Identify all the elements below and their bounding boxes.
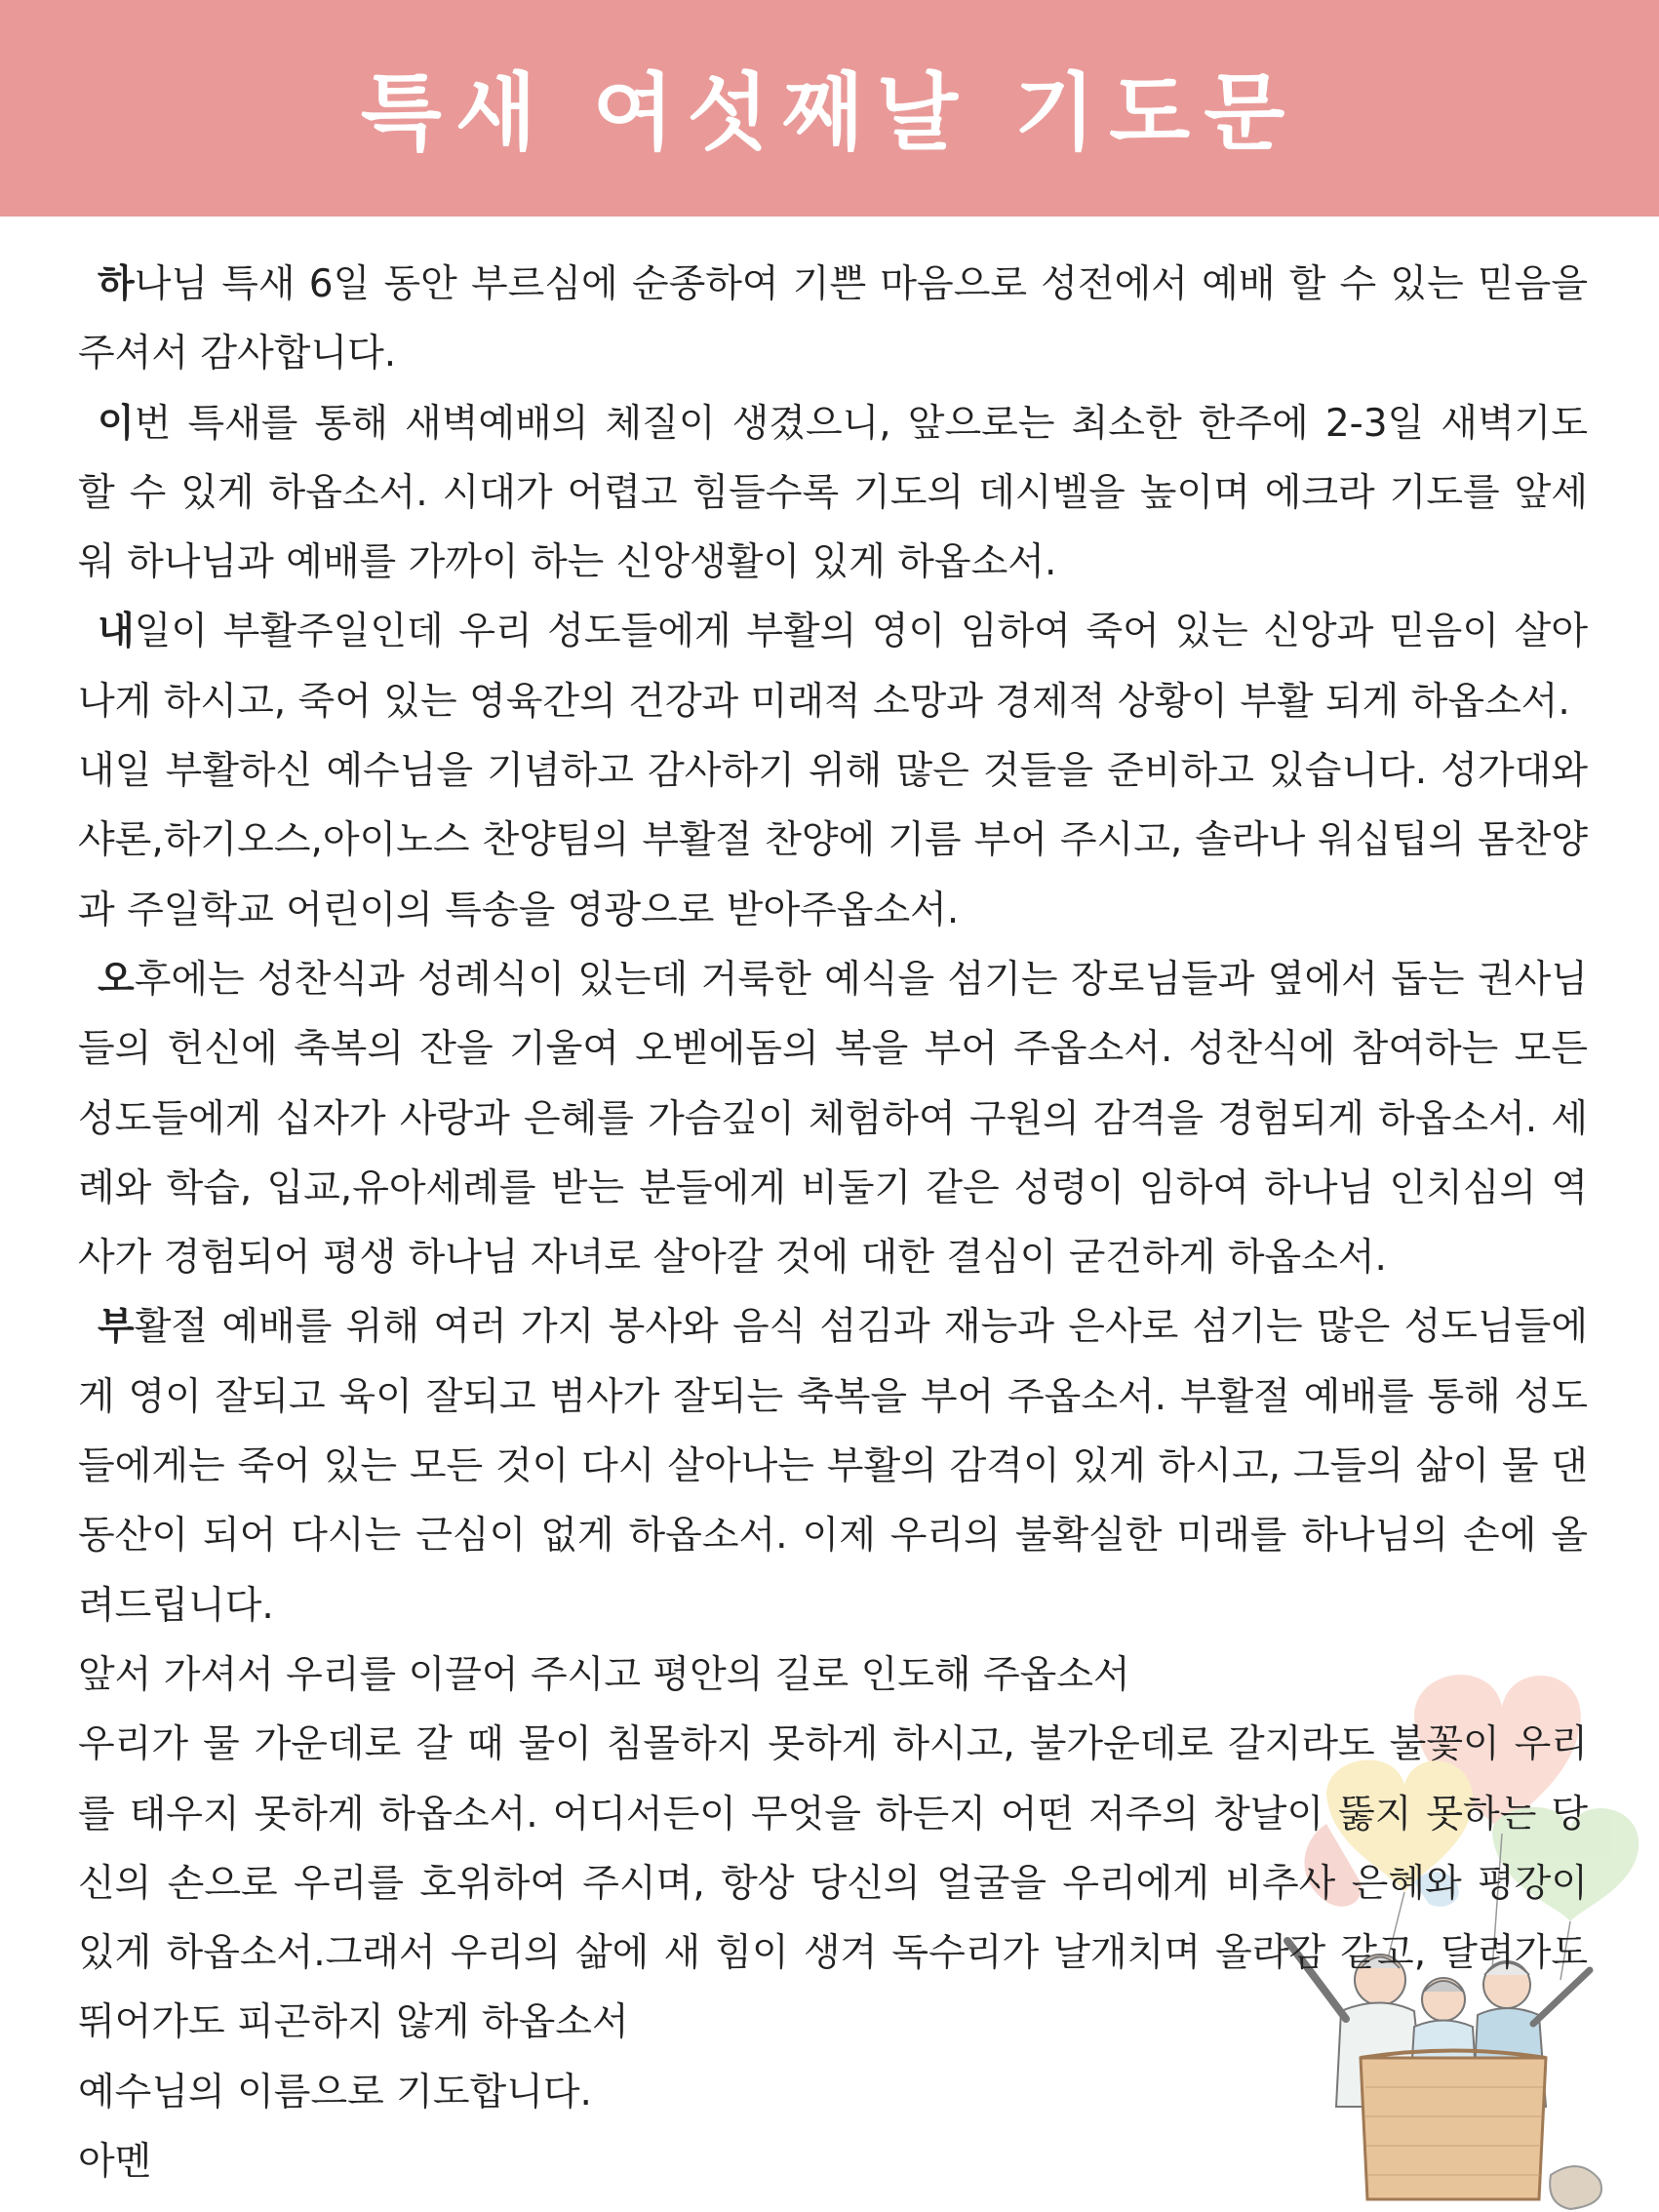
paragraph-3 xyxy=(78,597,1588,736)
paragraph-lead: 부 xyxy=(98,1305,135,1350)
paragraph-text: 활절 예배를 위해 여러 가지 봉사와 음식 섬김과 재능과 은사로 섬기는 많은 성도님들에게 영이 잘되고 육이 잘되고 범사가 잘되는 축복을 부어 주옵소서. 부활절 예배를 통해 성도들에게는 죽어 있는 모든 것이 다시 살아나는 부활의 감격이 있게 하시고, 그들의 삶이 물 댄 동산이 되어 다시는 근심이 없게 하옵소서. 이제 우리의 불확실한 미래를 하나님의 손에 올려드립니다. xyxy=(78,1305,1588,1628)
paragraph-1 xyxy=(78,250,1588,389)
title-banner xyxy=(0,0,1659,217)
paragraph-10 xyxy=(78,2127,1588,2196)
paragraph-text: 일이 부활주일인데 우리 성도들에게 부활의 영이 임하여 죽어 있는 신앙과 믿음이 살아나게 하시고, 죽어 있는 영육간의 건강과 미래적 소망과 경제적 상황이 부활 되게 하옵소서. xyxy=(78,610,1588,724)
paragraph-text: 내일 부활하신 예수님을 기념하고 감사하기 위해 많은 것들을 준비하고 있습니다. 성가대와 샤론,하기오스,아이노스 찬양팀의 부활절 찬양에 기름 부어 주시고, 솔라나 워십팁의 몸찬양과 주일학교 어린이의 특송을 영광으로 받아주옵소서. xyxy=(78,749,1588,932)
paragraph-7 xyxy=(78,1640,1588,1710)
paragraph-6 xyxy=(78,1292,1588,1639)
paragraph-text: 우리가 물 가운데로 갈 때 물이 침몰하지 못하게 하시고, 불가운데로 갈지라도 불꽃이 우리를 태우지 못하게 하옵소서. 어디서든이 무엇을 하든지 어떤 저주의 창날이 뚫지 못하는 당신의 손으로 우리를 호위하여 주시며, 항상 당신의 얼굴을 우리에게 비추사 은혜와 평강이 있게 하옵소서.그래서 우리의 삶에 새 힘이 생겨 독수리가 날개치며 올라감 같고, 달려가도 뛰어가도 피곤하지 않게 하옵소서 xyxy=(78,1722,1588,2045)
paragraph-text: 예수님의 이름으로 기도합니다. xyxy=(78,2070,592,2114)
paragraph-text: 번 특새를 통해 새벽예배의 체질이 생겼으니, 앞으로는 최소한 한주에 2-3일 새벽기도 할 수 있게 하옵소서. 시대가 어렵고 힘들수록 기도의 데시벨을 높이며 에크라 기도를 앞세워 하나님과 예배를 가까이 하는 신앙생활이 있게 하옵소서. xyxy=(78,401,1588,585)
paragraph-text: 나님 특새 6일 동안 부르심에 순종하여 기쁜 마음으로 성전에서 예배 할 수 있는 믿음을 주셔서 감사합니다. xyxy=(78,262,1588,376)
paragraph-9 xyxy=(78,2058,1588,2127)
paragraph-5 xyxy=(78,945,1588,1292)
paragraph-8 xyxy=(78,1710,1588,2057)
paragraph-lead: 하 xyxy=(98,262,135,306)
paragraph-2 xyxy=(78,389,1588,598)
paragraph-lead: 오 xyxy=(98,957,135,1002)
page-title: 특새 여섯째날 기도문 xyxy=(360,64,1299,162)
paragraph-lead: 내 xyxy=(98,610,135,654)
paragraph-lead: 이 xyxy=(98,401,135,446)
paragraph-4 xyxy=(78,736,1588,945)
prayer-body xyxy=(78,250,1588,2196)
paragraph-text: 아멘 xyxy=(78,2140,152,2185)
paragraph-text: 앞서 가셔서 우리를 이끌어 주시고 평안의 길로 인도해 주옵소서 xyxy=(78,1652,1130,1697)
paragraph-text: 후에는 성찬식과 성례식이 있는데 거룩한 예식을 섬기는 장로님들과 옆에서 돕는 권사님들의 헌신에 축복의 잔을 기울여 오벧에돔의 복을 부어 주옵소서. 성찬식에 참여하는 모든 성도들에게 십자가 사랑과 은혜를 가슴깊이 체험하여 구원의 감격을 경험되게 하옵소서. 세례와 학습, 입교,유아세례를 받는 분들에게 비둘기 같은 성령이 임하여 하나님 인치심의 역사가 경험되어 평생 하나님 자녀로 살아갈 것에 대한 결심이 굳건하게 하옵소서. xyxy=(78,957,1588,1281)
